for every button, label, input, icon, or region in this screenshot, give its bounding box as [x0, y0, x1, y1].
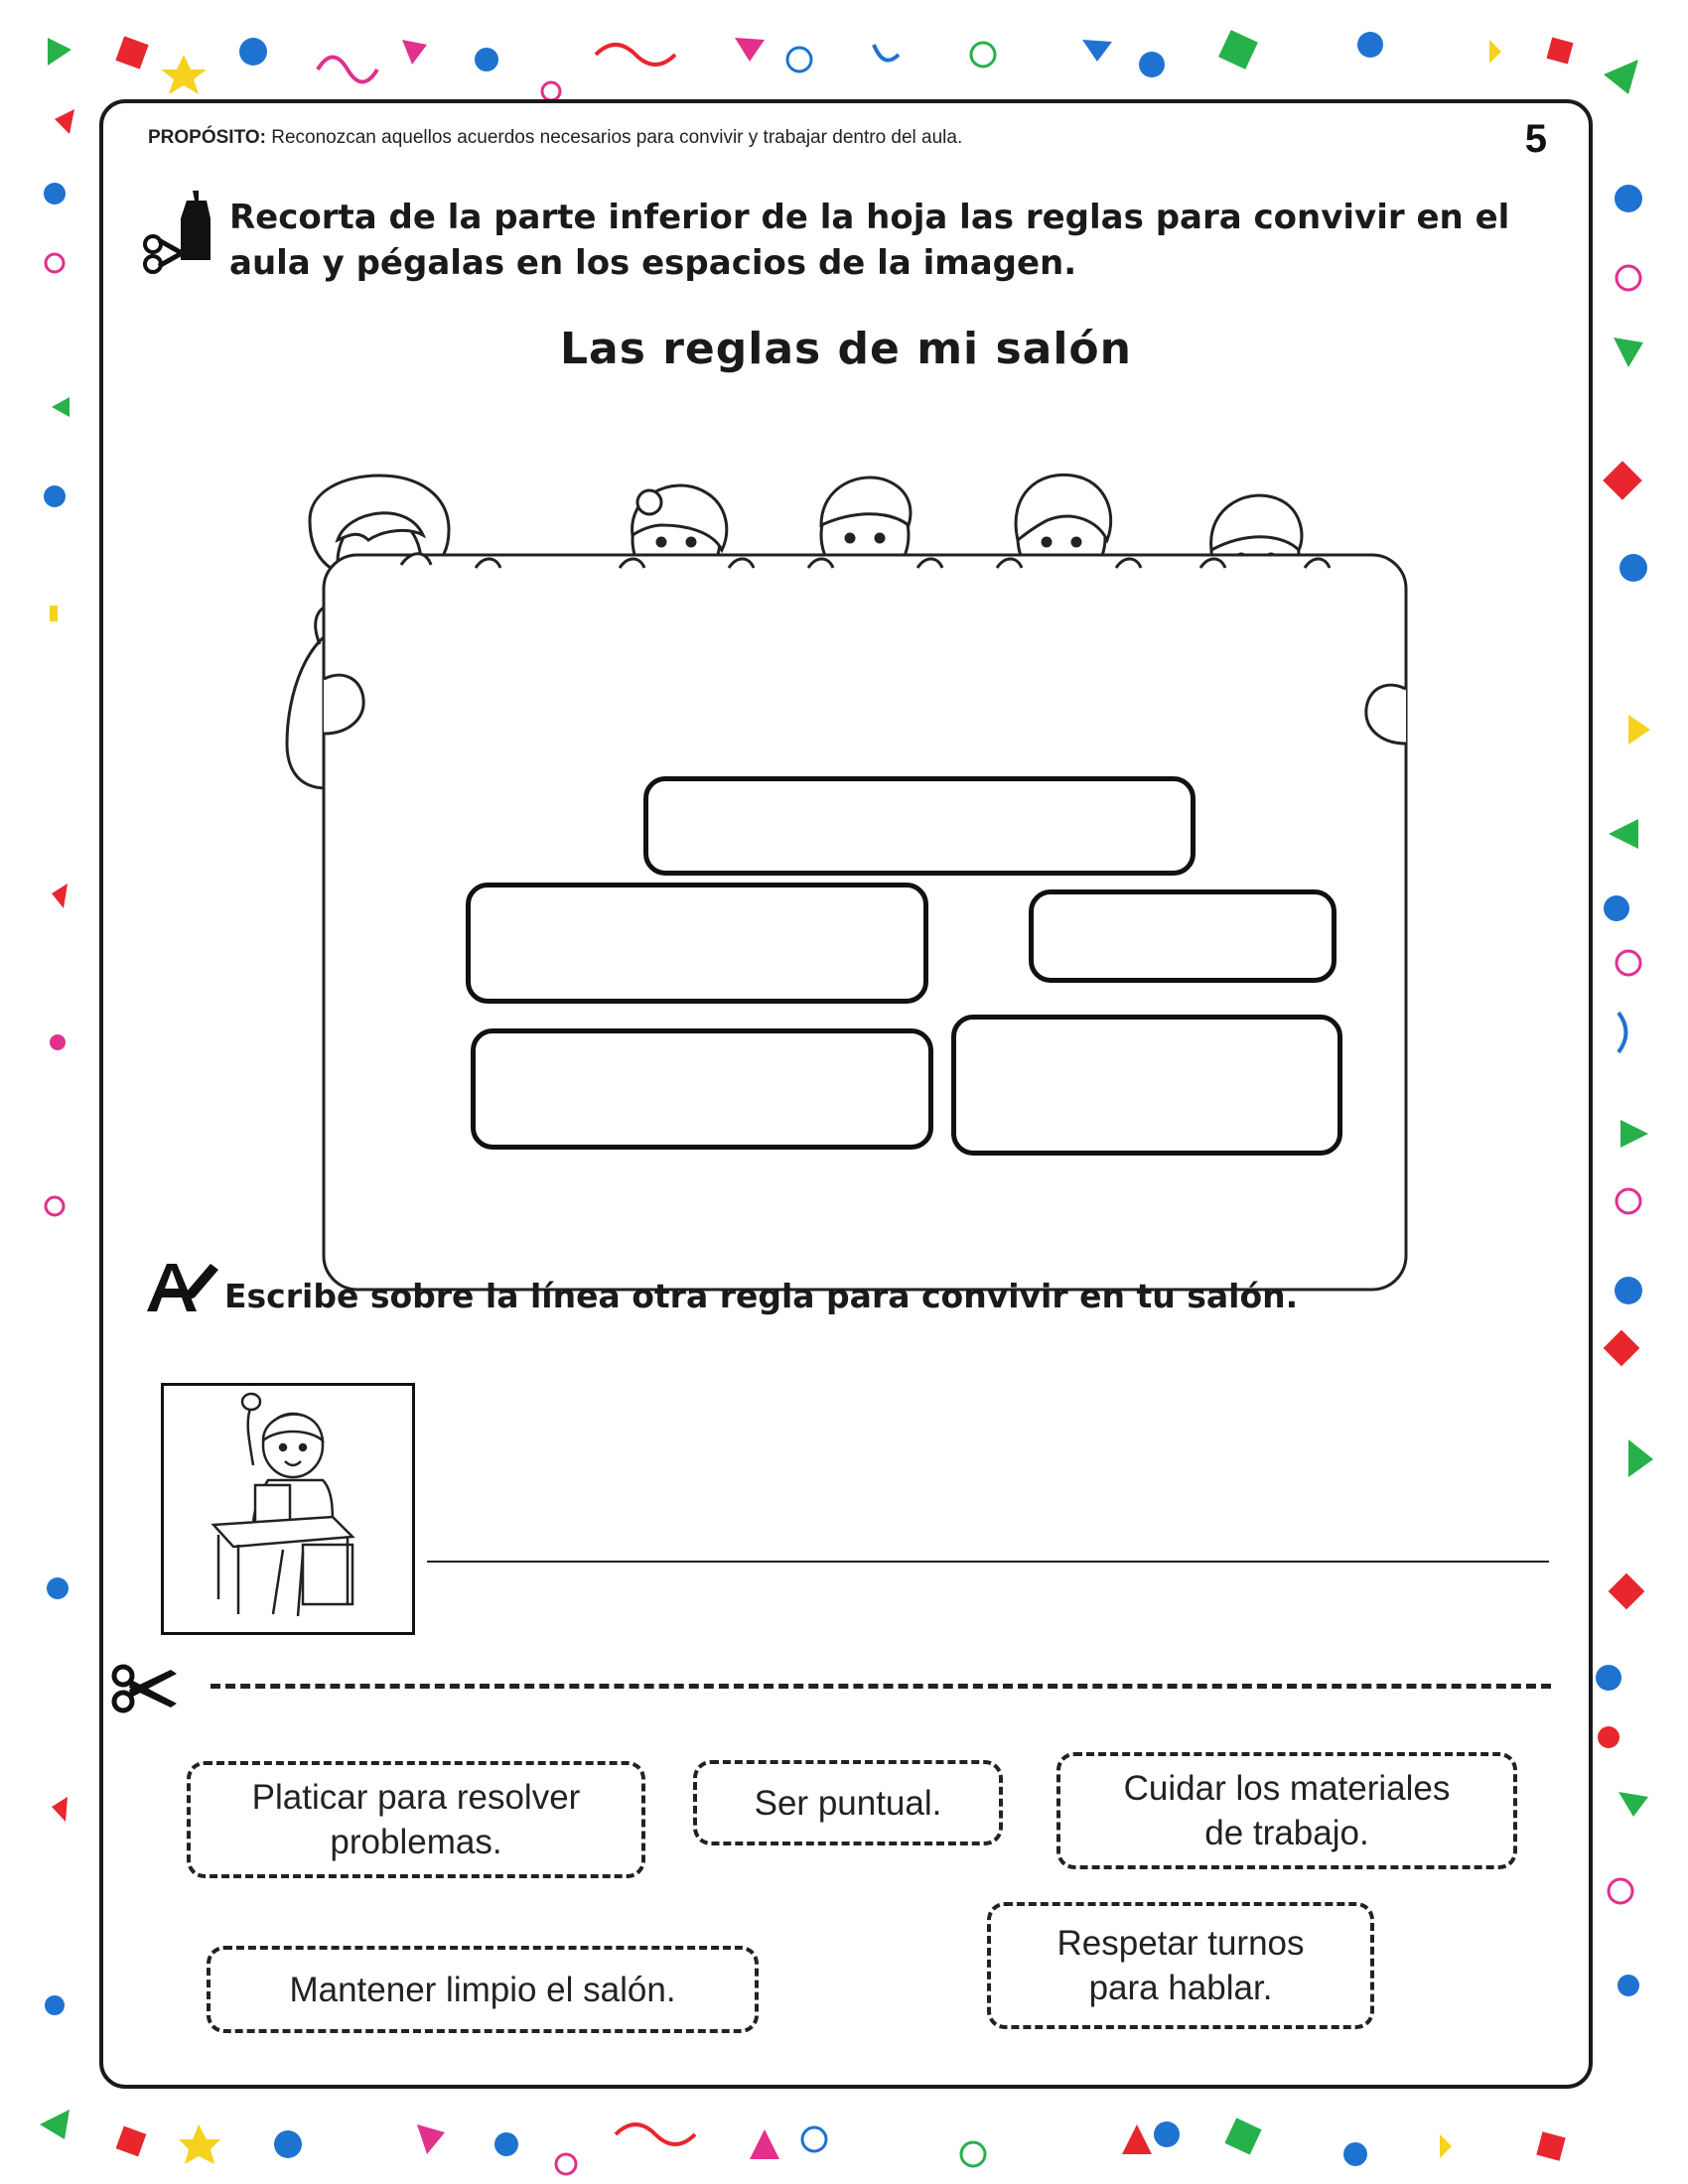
write-rule-instruction: Escribe sobre la línea otra regla para convivir en tu salón.	[224, 1277, 1299, 1315]
letter-a-pencil-icon	[141, 1258, 220, 1317]
instruction-line-1: Recorta de la parte inferior de la hoja las reglas para convivir en el	[229, 198, 1510, 237]
rule-card-talk[interactable]	[187, 1761, 645, 1878]
kid-picture-box	[161, 1383, 415, 1635]
paste-slot-1	[643, 776, 1196, 876]
rule-card-materials[interactable]	[1056, 1752, 1517, 1869]
rule-card-line: Ser puntual.	[754, 1783, 942, 1823]
student-raising-hand-illustration	[164, 1386, 412, 1632]
rule-card-line: Mantener limpio el salón.	[289, 1970, 676, 2009]
instruction-line-2: aula y pégalas en los espacios de la imagen.	[229, 243, 1077, 283]
rule-card-line: para hablar.	[1088, 1969, 1273, 2007]
scissors-glue-icon	[141, 185, 222, 274]
rule-card-line: problemas.	[330, 1823, 502, 1861]
cut-dashed-line	[211, 1684, 1551, 1689]
purpose-line	[148, 127, 962, 149]
page-number: 5	[1524, 117, 1547, 161]
rule-card-line: Cuidar los materiales	[1123, 1769, 1451, 1808]
write-answer-line[interactable]	[427, 1561, 1549, 1563]
purpose-text: Reconozcan aquellos acuerdos necesarios para convivir y trabajar dentro del aula.	[271, 127, 963, 148]
rule-card-punctual[interactable]	[693, 1760, 1003, 1845]
scissors-icon	[111, 1664, 181, 1713]
paste-slot-4	[471, 1028, 933, 1150]
rule-card-clean[interactable]	[207, 1946, 759, 2033]
paste-slot-5	[951, 1015, 1342, 1156]
rule-card-line: de trabajo.	[1204, 1814, 1369, 1852]
worksheet-frame	[99, 99, 1593, 2089]
purpose-label: PROPÓSITO:	[148, 127, 266, 148]
rule-card-line: Respetar turnos	[1056, 1924, 1305, 1963]
rule-card-line: Platicar para resolver	[251, 1778, 581, 1817]
paste-slot-2	[466, 883, 928, 1004]
paste-slot-3	[1029, 889, 1336, 983]
page-title: Las reglas de mi salón	[560, 324, 1132, 374]
cut-and-paste-instruction	[229, 195, 1520, 286]
rule-card-turns[interactable]	[987, 1902, 1374, 2029]
